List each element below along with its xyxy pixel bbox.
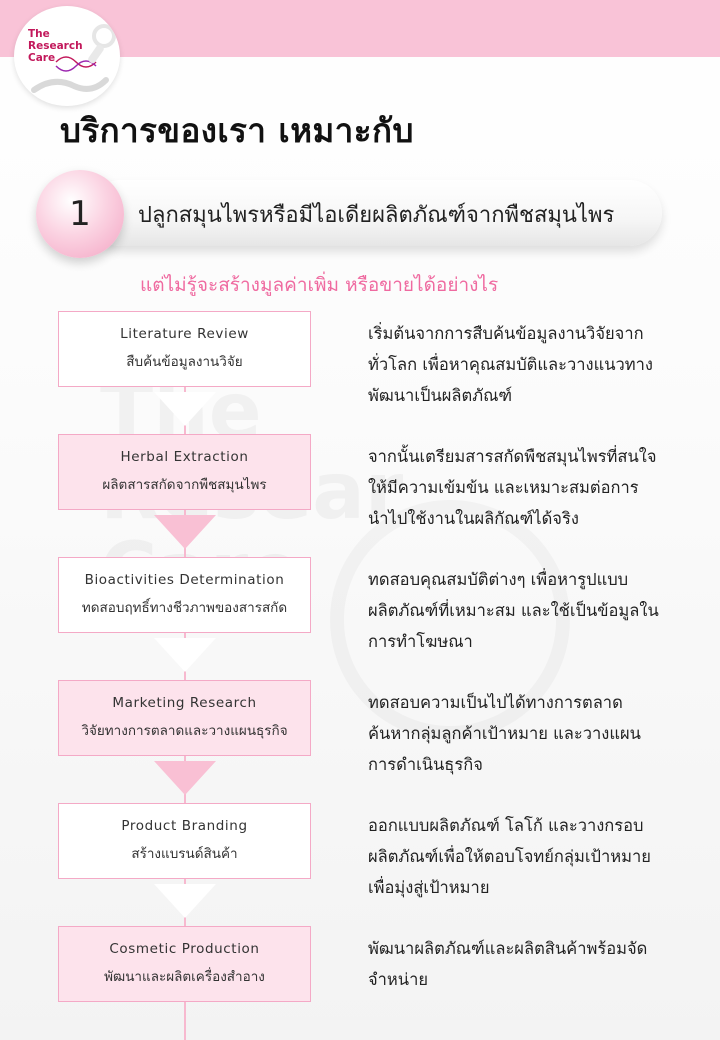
step-title-en: Bioactivities Determination bbox=[84, 572, 285, 588]
logo-text: The Research Care bbox=[28, 28, 83, 64]
step-box-product-branding bbox=[58, 803, 311, 879]
step-box-marketing-research bbox=[58, 680, 311, 756]
step-title-th: ทดสอบฤทธิ์ทางชีวภาพของสารสกัด bbox=[81, 600, 288, 616]
description-line: เพื่อมุ่งสู่เป้าหมาย bbox=[368, 878, 490, 897]
step-title-en: Literature Review bbox=[120, 326, 249, 342]
description-line: การดำเนินธุรกิจ bbox=[368, 755, 483, 774]
highlight-text: ปลูกสมุนไพรหรือมีไอเดียผลิตภัณฑ์จากพืชสมุนไพร bbox=[138, 203, 615, 228]
step-description bbox=[368, 441, 668, 534]
step-title-th: สร้างแบรนด์สินค้า bbox=[131, 846, 238, 862]
step-description bbox=[368, 687, 668, 780]
description-line: ให้มีความเข้มข้น และเหมาะสมต่อการ bbox=[368, 478, 639, 497]
description-line: ค้นหากลุ่มลูกค้าเป้าหมาย และวางแผน bbox=[368, 724, 641, 743]
step-description bbox=[368, 933, 668, 995]
description-line: ผลิตภัณฑ์เพื่อให้ตอบโจทย์กลุ่มเป้าหมาย bbox=[368, 847, 651, 866]
step-title-th: พัฒนาและผลิตเครื่องสำอาง bbox=[104, 969, 265, 985]
flow-arrow bbox=[154, 761, 216, 795]
step-box-herbal-extraction bbox=[58, 434, 311, 510]
description-line: จำหน่าย bbox=[368, 970, 429, 989]
step-title-en: Cosmetic Production bbox=[109, 941, 260, 957]
description-line: ทดสอบคุณสมบัติต่างๆ เพื่อหารูปแบบ bbox=[368, 570, 629, 589]
description-line: ออกแบบผลิตภัณฑ์ โลโก้ และวางกรอบ bbox=[368, 816, 644, 835]
description-line: พัฒนาผลิตภัณฑ์และผลิตสินค้าพร้อมจัด bbox=[368, 939, 648, 958]
description-line: ผลิตภัณฑ์ที่เหมาะสม และใช้เป็นข้อมูลใน bbox=[368, 601, 659, 620]
flow-arrow bbox=[154, 515, 216, 549]
description-line: เริ่มต้นจากการสืบค้นข้อมูลงานวิจัยจาก bbox=[368, 324, 644, 343]
description-line: การทำโฆษณา bbox=[368, 632, 473, 651]
description-line: ทดสอบความเป็นไปได้ทางการตลาด bbox=[368, 693, 623, 712]
step-title-en: Herbal Extraction bbox=[120, 449, 249, 465]
step-title-th: ผลิตสารสกัดจากพืชสมุนไพร bbox=[102, 477, 267, 493]
number-badge: 1 bbox=[36, 170, 124, 258]
step-title-en: Product Branding bbox=[121, 818, 248, 834]
step-title-en: Marketing Research bbox=[112, 695, 257, 711]
step-box-cosmetic-production bbox=[58, 926, 311, 1002]
flow-arrow bbox=[154, 392, 216, 426]
step-title-th: สืบค้นข้อมูลงานวิจัย bbox=[126, 354, 243, 370]
page-heading: บริการของเรา เหมาะกับ bbox=[60, 111, 414, 150]
step-description bbox=[368, 318, 668, 411]
research-care-logo bbox=[14, 6, 120, 106]
subtitle: แต่ไม่รู้จะสร้างมูลค่าเพิ่ม หรือขายได้อย่างไร bbox=[140, 274, 499, 296]
step-title-th: วิจัยทางการตลาดและวางแผนธุรกิจ bbox=[81, 723, 288, 739]
flow-arrow bbox=[154, 638, 216, 672]
flow-arrow bbox=[154, 884, 216, 918]
step-description bbox=[368, 810, 668, 903]
description-line: จากนั้นเตรียมสารสกัดพืชสมุนไพรที่สนใจ bbox=[368, 447, 657, 466]
description-line: นำไปใช้งานในผลิกัณฑ์ได้จริง bbox=[368, 509, 579, 528]
step-box-bioactivities bbox=[58, 557, 311, 633]
description-line: พัฒนาเป็นผลิตภัณฑ์ bbox=[368, 386, 513, 405]
description-line: ทั่วโลก เพื่อหาคุณสมบัติและวางแนวทาง bbox=[368, 355, 653, 374]
step-description bbox=[368, 564, 668, 657]
step-box-literature-review bbox=[58, 311, 311, 387]
